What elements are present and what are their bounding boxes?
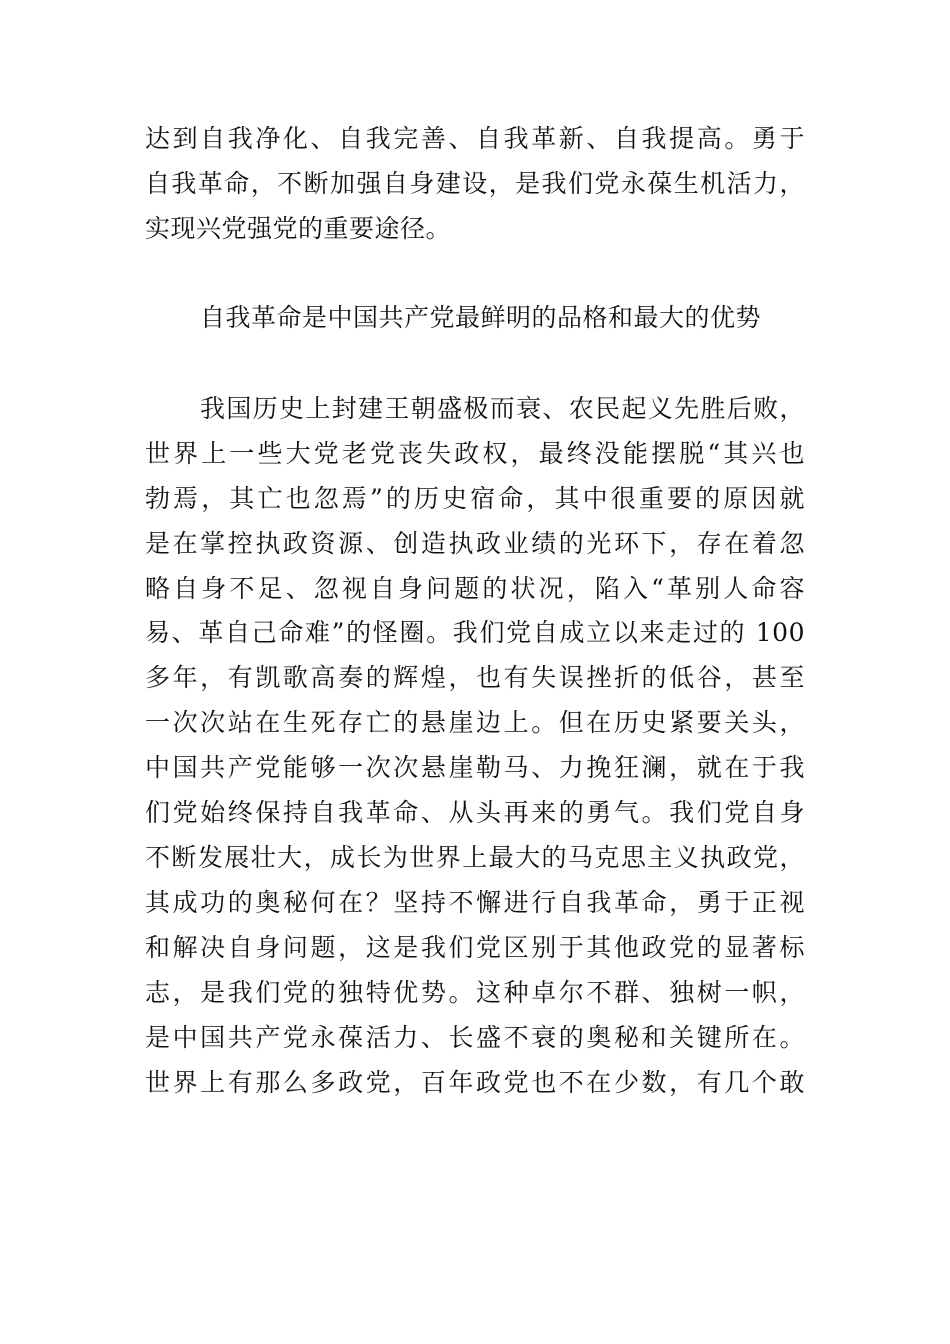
paragraph-2-line-4: 是在掌控执政资源、创造执政业绩的光环下，存在着忽 — [145, 529, 805, 558]
section-heading: 自我革命是中国共产党最鲜明的品格和最大的优势 — [200, 303, 762, 332]
paragraph-1-line-1: 达到自我净化、自我完善、自我革新、自我提高。勇于 — [145, 124, 805, 153]
paragraph-2-line-10: 们党始终保持自我革命、从头再来的勇气。我们党自身 — [145, 798, 805, 827]
paragraph-2-line-9: 中国共产党能够一次次悬崖勒马、力挽狂澜，就在于我 — [145, 753, 805, 782]
paragraph-2-line-2: 世界上一些大党老党丧失政权，最终没能摆脱“其兴也 — [145, 439, 805, 468]
paragraph-2-line-16: 世界上有那么多政党，百年政党也不在少数，有几个敢 — [145, 1068, 805, 1097]
paragraph-2-line-14: 志，是我们党的独特优势。这种卓尔不群、独树一帜， — [145, 978, 805, 1007]
paragraph-2-line-8: 一次次站在生死存亡的悬崖边上。但在历史紧要关头， — [145, 708, 805, 737]
paragraph-2-line-5: 略自身不足、忽视自身问题的状况，陷入“革别人命容 — [145, 574, 805, 603]
paragraph-2-line-6: 易、革自己命难”的怪圈。我们党自成立以来走过的 100 — [145, 618, 805, 647]
paragraph-1-line-3: 实现兴党强党的重要途径。 — [145, 214, 452, 243]
paragraph-2-line-7: 多年，有凯歌高奏的辉煌，也有失误挫折的低谷，甚至 — [145, 663, 805, 692]
paragraph-2-line-12: 其成功的奥秘何在？坚持不懈进行自我革命，勇于正视 — [145, 888, 805, 917]
paragraph-2-line-13: 和解决自身问题，这是我们党区别于其他政党的显著标 — [145, 933, 805, 962]
paragraph-1-line-2: 自我革命，不断加强自身建设，是我们党永葆生机活力， — [145, 169, 805, 198]
paragraph-2-line-11: 不断发展壮大，成长为世界上最大的马克思主义执政党， — [145, 843, 805, 872]
paragraph-2-line-15: 是中国共产党永葆活力、长盛不衰的奥秘和关键所在。 — [145, 1023, 805, 1052]
paragraph-2-line-3: 勃焉，其亡也忽焉”的历史宿命，其中很重要的原因就 — [145, 484, 805, 513]
paragraph-2-line-1: 我国历史上封建王朝盛极而衰、农民起义先胜后败， — [200, 394, 805, 423]
